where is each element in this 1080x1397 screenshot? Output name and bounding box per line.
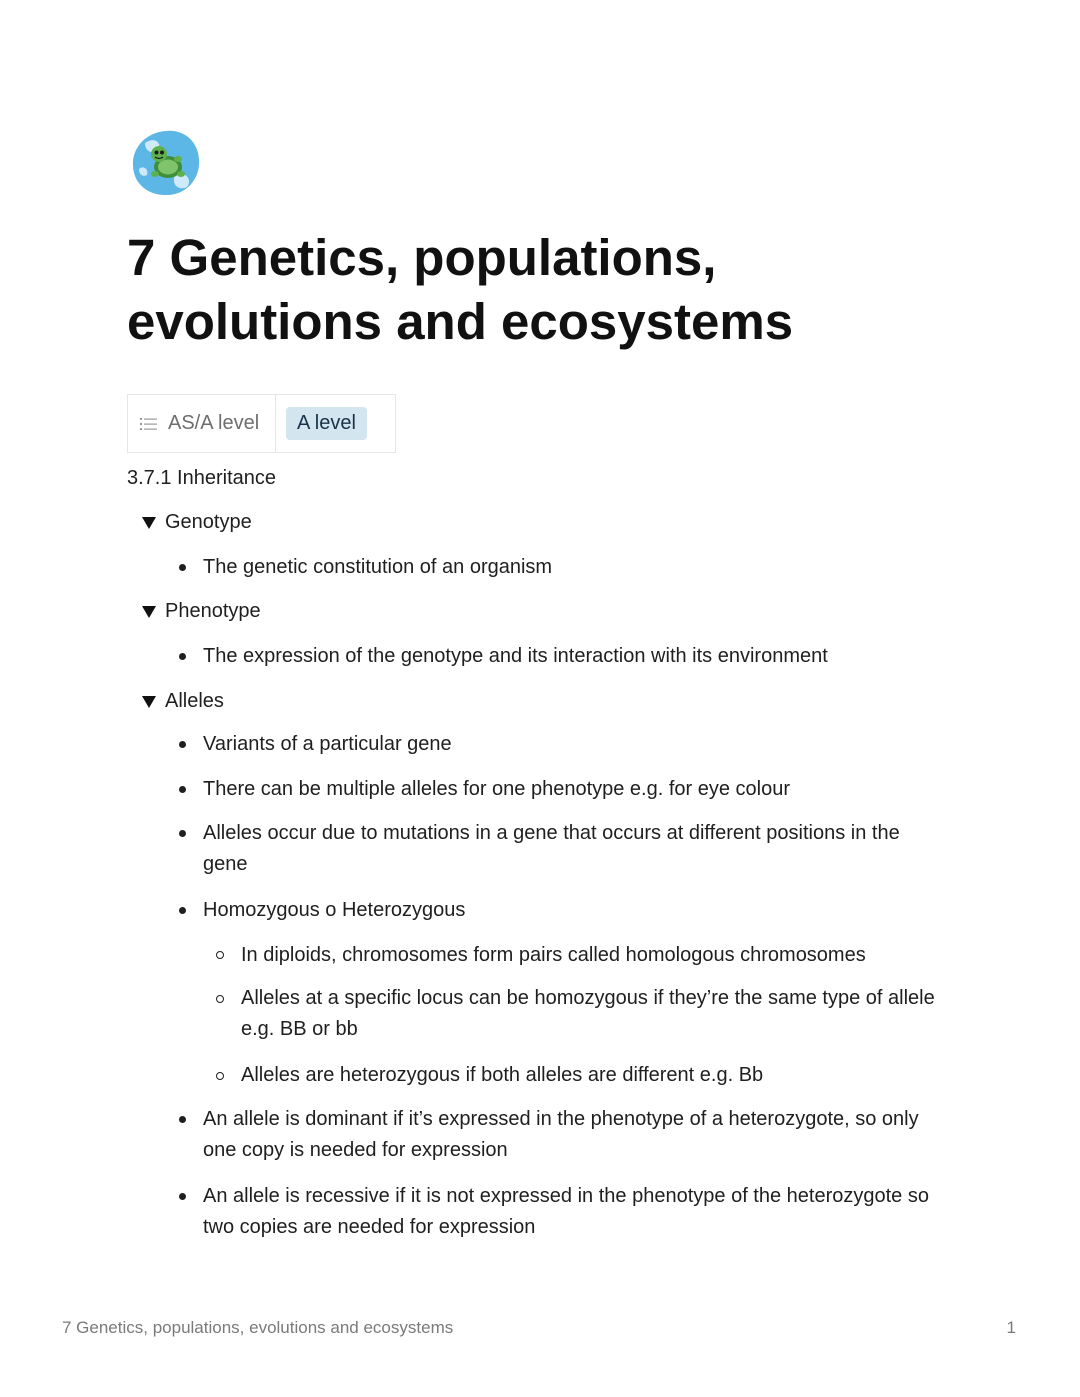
page-number: 1 <box>1006 1318 1016 1337</box>
toggle-genotype[interactable] <box>142 507 252 538</box>
toggle-phenotype[interactable] <box>142 596 261 627</box>
toggle-label: Genotype <box>165 511 252 533</box>
toggle-triangle-icon[interactable] <box>142 606 156 618</box>
bullet-icon <box>179 786 186 793</box>
sub-bullet-icon <box>216 995 224 1003</box>
list-item: Alleles occur due to mutations in a gene that occurs at different positions in the gene <box>203 822 900 875</box>
property-row <box>127 394 396 453</box>
sub-list-item: Alleles are heterozygous if both alleles are different e.g. Bb <box>241 1064 764 1086</box>
property-key[interactable] <box>128 395 276 452</box>
section-heading: 3.7.1 Inheritance <box>127 467 276 489</box>
toggle-triangle-icon[interactable] <box>142 696 156 708</box>
sub-list-item: In diploids, chromosomes form pairs called homologous chromosomes <box>241 944 866 966</box>
bullet-icon <box>179 1116 186 1123</box>
property-value[interactable] <box>276 395 395 452</box>
list-item: There can be multiple alleles for one phenotype e.g. for eye colour <box>203 778 791 800</box>
bullet-icon <box>179 741 186 748</box>
footer-title: 7 Genetics, populations, evolutions and ecosystems <box>62 1318 454 1337</box>
list-item: An allele is recessive if it is not expressed in the phenotype of the heterozygote so two copies are needed for expression <box>203 1185 929 1238</box>
toggle-alleles[interactable] <box>142 686 224 717</box>
bullet-icon <box>179 830 186 837</box>
list-item: Homozygous o Heterozygous <box>203 899 466 921</box>
sub-bullet-icon <box>216 1072 224 1080</box>
bullet-icon <box>179 1193 186 1200</box>
sub-list-item: Alleles at a specific locus can be homozygous if they’re the same type of allele e.g. BB or bb <box>241 987 935 1040</box>
bullet-icon <box>179 653 186 660</box>
toggle-label: Phenotype <box>165 600 261 622</box>
sub-bullet-icon <box>216 951 224 959</box>
list-item: The expression of the genotype and its interaction with its environment <box>203 645 828 667</box>
bullet-icon <box>179 907 186 914</box>
property-key-label: AS/A level <box>168 412 260 434</box>
list-icon <box>140 417 158 431</box>
toggle-label: Alleles <box>165 690 224 712</box>
page-title: 7 Genetics, populations, evolutions and ecosystems <box>127 229 794 350</box>
toggle-triangle-icon[interactable] <box>142 517 156 529</box>
turtle-emoji-icon[interactable] <box>131 129 201 197</box>
bullet-icon <box>179 564 186 571</box>
list-item: Variants of a particular gene <box>203 733 452 755</box>
property-tag: A level <box>286 407 367 440</box>
list-item: An allele is dominant if it’s expressed in the phenotype of a heterozygote, so only one copy is needed for expression <box>203 1108 919 1161</box>
list-item: The genetic constitution of an organism <box>203 556 553 578</box>
